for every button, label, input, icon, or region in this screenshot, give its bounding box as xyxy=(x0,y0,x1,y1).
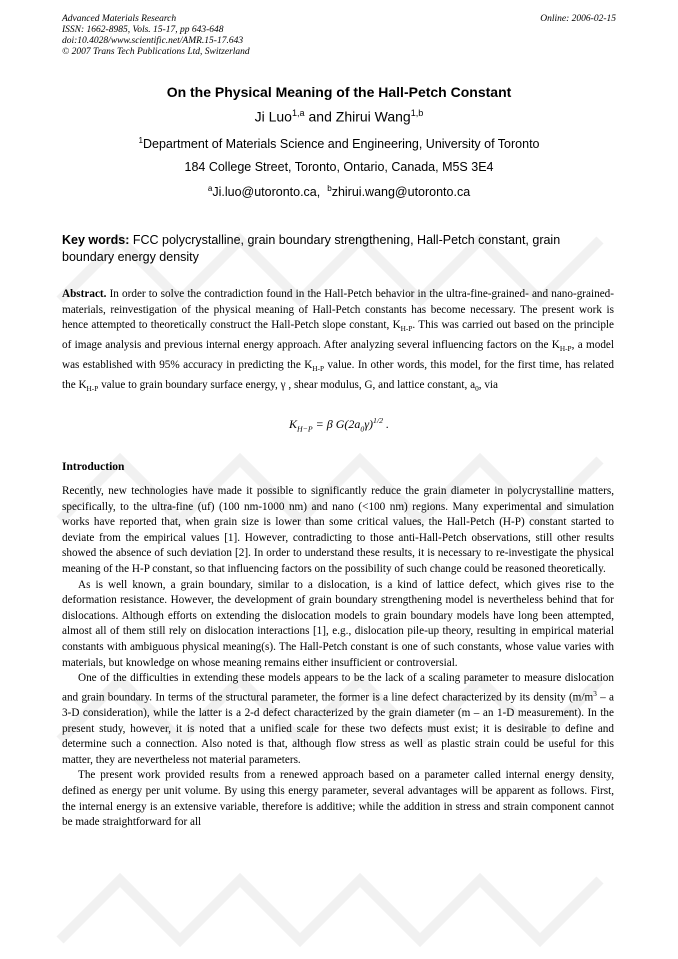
online-date: Online: 2006-02-15 xyxy=(540,14,616,24)
author-2-marker: 1,b xyxy=(410,108,424,118)
formula-k: K xyxy=(288,417,297,431)
abstract-section xyxy=(62,287,614,398)
email-b[interactable]: zhirui.wang@utoronto.ca xyxy=(331,185,471,200)
formula-exponent: 1/2 xyxy=(373,416,384,425)
author-1: Ji Luo xyxy=(254,108,292,125)
journal-header xyxy=(62,14,250,58)
abstract-sub-4: H-P xyxy=(86,384,99,393)
abstract-text-1: In order to solve the contradiction found in the Hall-Petch behavior in the ultra-fine-grained- and nano-grained- materials, reinvestigation of the physical meaning of Hall-Petch constants has become necessary. The present work is hence attempted to theoretically construct the Hall-Petch slope constant, K xyxy=(62,288,614,332)
hall-petch-formula xyxy=(0,416,678,433)
author-2: Zhirui Wang xyxy=(335,108,411,125)
formula-a-sub: 0 xyxy=(360,424,365,434)
email-a[interactable]: Ji.luo@utoronto.ca, xyxy=(212,185,321,200)
introduction-body xyxy=(62,484,614,831)
intro-paragraph-2: As is well known, a grain boundary, similar to a dislocation, is a kind of lattice defect, which gives rise to the deformation resistance. However, the development of grain boundary strengthening model is nevertheless behind that for dislocations. Although efforts on extending the dislocation models to grain boundary models have long been attempted, almost all of them still rely on dislocation interactions [1], e.g., dislocation pile-up theory, resulting in empirical material constants with ambiguous physical meaning(s). The Hall-Petch constant is one of such constants, whose value varies with materials, but knowledge on whose meaning remains either insufficient or controversial. xyxy=(62,578,614,669)
author-1-marker: 1,a xyxy=(291,108,305,118)
email-a-marker: a xyxy=(207,184,213,193)
abstract-text-6: , via xyxy=(478,378,498,391)
paper-title: On the Physical Meaning of the Hall-Petch Constant xyxy=(166,84,512,100)
abstract-sub-3: H-P xyxy=(312,365,324,374)
abstract-text-4: value. In other words, this model, for the first time, has related the K xyxy=(62,358,614,391)
abstract-sub-2: H-P xyxy=(559,345,572,354)
abstract-sub-1: H-P xyxy=(400,325,413,334)
formula-mid: = β G(2a xyxy=(312,417,361,431)
introduction-heading: Introduction xyxy=(62,461,125,473)
abstract-text-3: , a model was established with 95% accuracy in predicting the K xyxy=(62,339,614,371)
affiliation-department: Department of Materials Science and Engineering, University of Toronto xyxy=(143,137,540,152)
affiliation-line-2: 184 College Street, Toronto, Ontario, Canada, M5S 3E4 xyxy=(184,160,494,174)
formula-gamma: γ) xyxy=(364,417,374,431)
authors-and: and xyxy=(304,108,336,125)
keywords-label: Key words: xyxy=(62,233,130,247)
intro-paragraph-4: The present work provided results from a renewed approach based on a parameter called internal energy density, defined as energy per unit volume. By using this energy parameter, several advantages will be apparent as follows. First, the internal energy is an extensive variable, therefore is additive; while the addition in stress and strain component cannot be made straightforward for all xyxy=(62,769,614,829)
author-emails xyxy=(0,184,678,199)
intro-paragraph-3b: – a 3-D consideration), while the latter is a 2-d defect characterized by the grain diameter (m – an 1-D measurement). In the present study, however, it is noted that a unified scale for these two defects must exist; it is desirable to define and determine such a connection. Also noted is that, although flow stress as well as plastic strain could be useful for this matter, they are nevertheless not material parameters. xyxy=(62,691,615,766)
keywords-text: FCC polycrystalline, grain boundary strengthening, Hall-Petch constant, grain boundary energy density xyxy=(62,233,561,264)
abstract-text-5: value to grain boundary surface energy, γ , shear modulus, G, and lattice constant, a xyxy=(98,378,476,391)
formula-end: . xyxy=(383,417,390,431)
doi-line: doi:10.4028/www.scientific.net/AMR.15-17.643 xyxy=(62,36,244,46)
abstract-label: Abstract. xyxy=(62,288,107,300)
issn-line: ISSN: 1662-8985, Vols. 15-17, pp 643-648 xyxy=(62,25,224,35)
intro-paragraph-3 xyxy=(62,671,614,768)
intro-paragraph-1: Recently, new technologies have made it possible to significantly reduce the grain diameter in polycrystalline matters, specifically, to the ultra-fine (uf) (100 nm-1000 nm) and nano (<100 nm) regions. Many experimental and simulation works have reported that, when grain size is lower than some critical values, the Hall-Petch (H-P) constant started to deviate from the empirical values [1]. However, contradicting to those anti-Hall-Petch observations, still other results showed the absence of such deviation [2]. In order to understand these results, it is necessary to re-investigate the physical meaning of the H-P constant, so that influencing factors on the possibility of such change could be reasoned theoretically. xyxy=(62,485,614,575)
intro-paragraph-3-sup: 3 xyxy=(593,689,597,698)
intro-paragraph-3a: One of the difficulties in extending these models appears to be the lack of a scaling parameter to measure dislocation and grain boundary. In terms of the structural parameter, the former is a line defect characterized by its density (m/m xyxy=(62,672,614,704)
affiliation-marker: 1 xyxy=(138,136,143,145)
copyright-line: © 2007 Trans Tech Publications Ltd, Switzerland xyxy=(62,47,250,57)
journal-name: Advanced Materials Research xyxy=(62,14,177,24)
affiliation-line-1 xyxy=(0,136,678,151)
email-b-marker: b xyxy=(327,184,332,193)
keywords-section xyxy=(62,232,614,266)
abstract-text-2: . This was carried out based on the principle of image analysis and previous internal energy approach. After analyzing several influencing factors on the K xyxy=(62,319,614,352)
abstract-sub-5: 0 xyxy=(475,384,479,393)
formula-k-sub: H−P xyxy=(297,424,313,434)
authors xyxy=(0,108,678,125)
